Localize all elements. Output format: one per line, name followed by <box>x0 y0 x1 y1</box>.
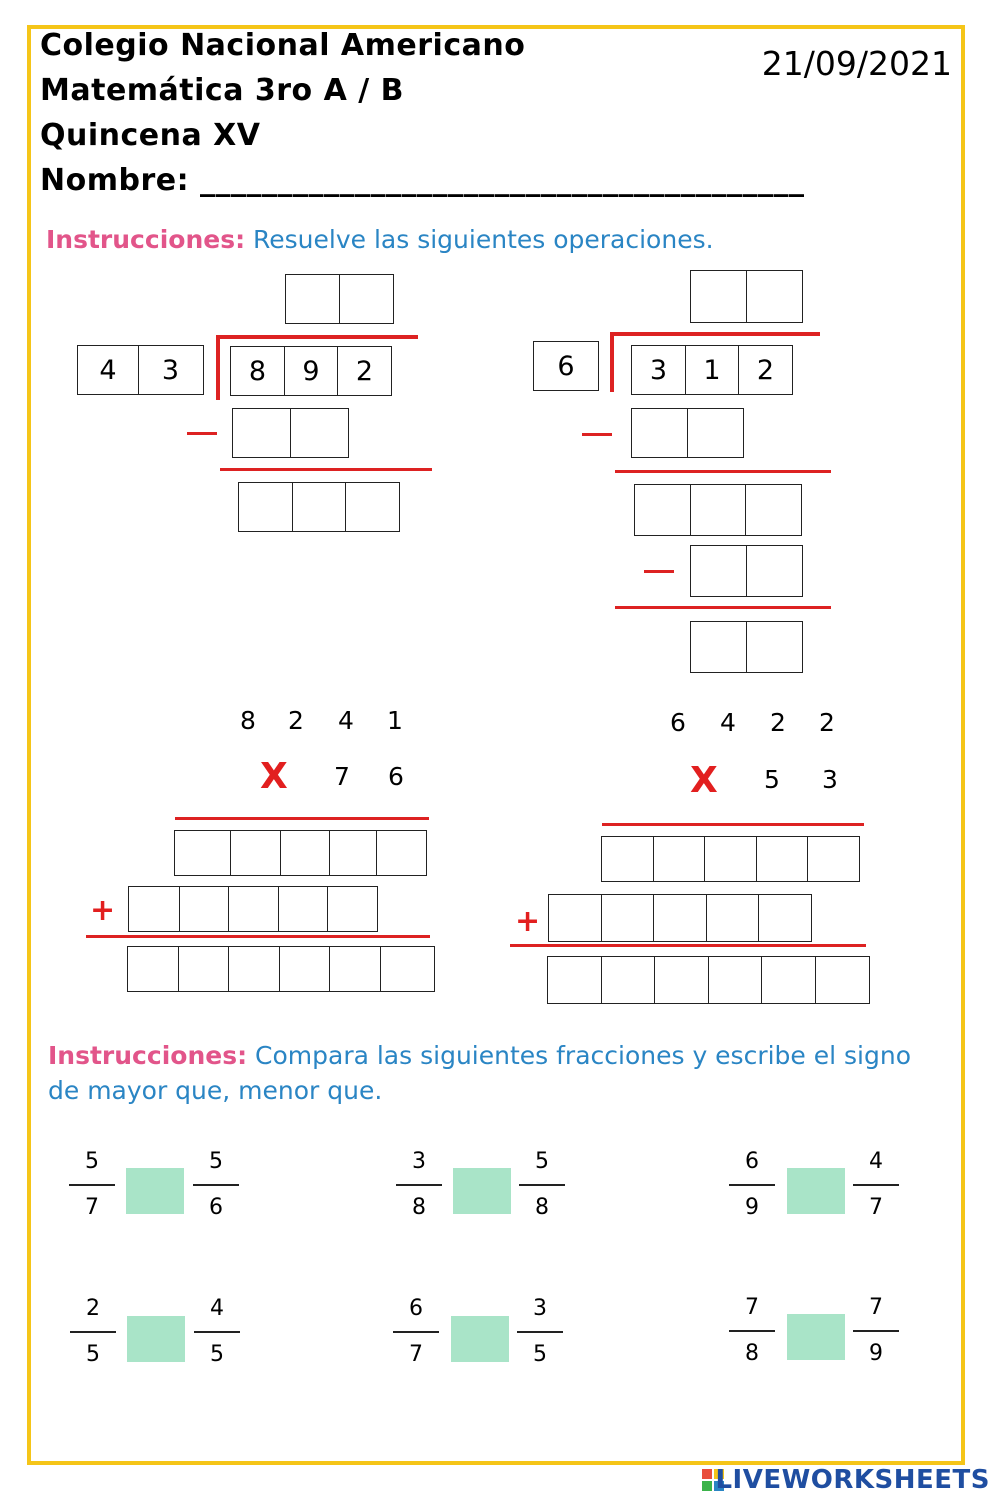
answer-cell[interactable] <box>704 836 757 882</box>
compare-input[interactable] <box>126 1168 184 1214</box>
digit-cell: 4 <box>77 345 139 395</box>
period-title: Quincena XV <box>40 118 261 153</box>
instructions-text: Resuelve las siguientes operaciones. <box>245 225 714 254</box>
denominator: 8 <box>535 1195 549 1220</box>
answer-cell[interactable] <box>815 956 870 1004</box>
mult2-partial1 <box>601 836 860 882</box>
fraction <box>194 1293 240 1371</box>
answer-cell[interactable] <box>654 956 709 1004</box>
top-digit: 2 <box>288 706 304 735</box>
numerator: 6 <box>409 1296 423 1321</box>
division-bracket-top <box>610 332 820 336</box>
numerator: 5 <box>535 1149 549 1174</box>
compare-input[interactable] <box>453 1168 511 1214</box>
fraction <box>729 1292 775 1370</box>
instructions-operations <box>46 222 714 257</box>
compare-input[interactable] <box>787 1314 845 1360</box>
compare-input[interactable] <box>127 1316 185 1362</box>
answer-cell[interactable] <box>746 621 803 673</box>
answer-cell[interactable] <box>238 482 293 532</box>
fraction <box>729 1146 775 1224</box>
answer-cell[interactable] <box>228 946 280 992</box>
bottom-digit: 7 <box>334 762 350 791</box>
div2-quotient <box>690 270 803 323</box>
fraction-bar <box>729 1330 775 1332</box>
fraction <box>519 1146 565 1224</box>
answer-cell[interactable] <box>653 836 706 882</box>
denominator: 9 <box>745 1195 759 1220</box>
div2-divisor <box>533 341 599 391</box>
denominator: 7 <box>85 1195 99 1220</box>
fraction <box>396 1146 442 1224</box>
answer-cell[interactable] <box>690 621 747 673</box>
digit-cell: 1 <box>685 345 740 395</box>
fraction-bar <box>396 1184 442 1186</box>
minus-sign <box>582 433 612 436</box>
denominator: 9 <box>869 1341 883 1366</box>
fraction-bar <box>194 1331 240 1333</box>
mult1-total <box>127 946 435 992</box>
result-line <box>615 606 831 609</box>
answer-cell[interactable] <box>634 484 691 536</box>
top-digit: 1 <box>387 706 403 735</box>
answer-cell[interactable] <box>631 408 688 458</box>
fraction-bar <box>519 1184 565 1186</box>
fraction-bar <box>393 1331 439 1333</box>
digit-cell: 2 <box>738 345 793 395</box>
fraction-bar <box>729 1184 775 1186</box>
denominator: 5 <box>533 1342 547 1367</box>
denominator: 7 <box>409 1342 423 1367</box>
instructions-label: Instrucciones: <box>48 1041 248 1070</box>
mult1-partial1 <box>174 830 427 876</box>
instructions-fractions <box>48 1038 928 1108</box>
numerator: 2 <box>86 1296 100 1321</box>
answer-cell[interactable] <box>601 956 656 1004</box>
digit-cell: 3 <box>138 345 204 395</box>
compare-input[interactable] <box>787 1168 845 1214</box>
digit-cell: 9 <box>284 346 339 396</box>
answer-cell[interactable] <box>601 894 655 942</box>
numerator: 4 <box>210 1296 224 1321</box>
answer-cell[interactable] <box>687 408 744 458</box>
div2-subtract1 <box>631 408 744 458</box>
times-icon: X <box>690 760 718 801</box>
answer-cell[interactable] <box>376 830 427 876</box>
times-icon: X <box>260 756 288 797</box>
answer-cell[interactable] <box>706 894 760 942</box>
bottom-digit: 5 <box>764 765 780 794</box>
answer-cell[interactable] <box>758 894 812 942</box>
date: 21/09/2021 <box>761 44 952 83</box>
div1-remainder <box>238 482 400 532</box>
answer-cell[interactable] <box>761 956 816 1004</box>
answer-cell[interactable] <box>292 482 347 532</box>
answer-cell[interactable] <box>345 482 400 532</box>
denominator: 5 <box>86 1342 100 1367</box>
answer-cell[interactable] <box>230 830 282 876</box>
answer-cell[interactable] <box>179 886 230 932</box>
bottom-digit: 3 <box>822 765 838 794</box>
mult2-partial2 <box>548 894 812 942</box>
answer-cell[interactable] <box>290 408 349 458</box>
top-digit: 8 <box>240 706 256 735</box>
answer-cell[interactable] <box>127 946 179 992</box>
answer-cell[interactable] <box>690 270 747 323</box>
minus-sign <box>644 570 674 573</box>
numerator: 4 <box>869 1149 883 1174</box>
answer-cell[interactable] <box>178 946 230 992</box>
denominator: 8 <box>412 1195 426 1220</box>
answer-cell[interactable] <box>280 830 330 876</box>
answer-cell[interactable] <box>746 545 803 597</box>
division-bracket <box>610 332 614 392</box>
digit-cell: 6 <box>533 341 599 391</box>
fraction-bar <box>853 1184 899 1186</box>
answer-cell[interactable] <box>690 545 747 597</box>
div2-subtract2 <box>690 545 803 597</box>
mult2-total <box>547 956 870 1004</box>
result-line <box>615 470 831 473</box>
answer-cell[interactable] <box>380 946 435 992</box>
top-digit: 6 <box>670 708 686 737</box>
result-line <box>220 468 432 471</box>
fraction <box>853 1146 899 1224</box>
answer-cell[interactable] <box>174 830 231 876</box>
answer-cell[interactable] <box>329 830 378 876</box>
answer-cell[interactable] <box>339 274 394 324</box>
answer-cell[interactable] <box>279 946 331 992</box>
fraction <box>70 1293 116 1371</box>
answer-cell[interactable] <box>548 894 602 942</box>
denominator: 8 <box>745 1341 759 1366</box>
plus-icon: + <box>515 904 541 939</box>
result-line <box>175 817 429 820</box>
div1-divisor <box>77 345 204 395</box>
fraction <box>69 1146 115 1224</box>
answer-cell[interactable] <box>327 886 378 932</box>
answer-cell[interactable] <box>745 484 802 536</box>
answer-cell[interactable] <box>128 886 180 932</box>
div2-dividend <box>631 345 793 395</box>
top-digit: 2 <box>819 708 835 737</box>
denominator: 7 <box>869 1195 883 1220</box>
digit-cell: 8 <box>230 346 285 396</box>
answer-cell[interactable] <box>232 408 291 458</box>
answer-cell[interactable] <box>690 484 747 536</box>
answer-cell[interactable] <box>547 956 602 1004</box>
numerator: 7 <box>745 1295 759 1320</box>
div2-remainder1 <box>634 484 802 536</box>
denominator: 6 <box>209 1195 223 1220</box>
denominator: 5 <box>210 1342 224 1367</box>
mult1-partial2 <box>128 886 378 932</box>
answer-cell[interactable] <box>278 886 329 932</box>
fraction <box>393 1293 439 1371</box>
answer-cell[interactable] <box>601 836 654 882</box>
div1-subtract <box>232 408 349 458</box>
instructions-text: Compara las siguientes fracciones y escribe el signo de mayor que, menor que. <box>48 1041 912 1105</box>
division-bracket-top <box>216 335 418 339</box>
fraction-bar <box>70 1331 116 1333</box>
bottom-digit: 6 <box>388 762 404 791</box>
fraction-bar <box>853 1330 899 1332</box>
fraction-bar <box>193 1184 239 1186</box>
fraction-bar <box>517 1331 563 1333</box>
digit-cell: 3 <box>631 345 686 395</box>
fraction <box>193 1146 239 1224</box>
answer-cell[interactable] <box>746 270 803 323</box>
numerator: 3 <box>412 1149 426 1174</box>
answer-cell[interactable] <box>708 956 763 1004</box>
numerator: 5 <box>85 1149 99 1174</box>
div1-dividend <box>230 346 392 396</box>
digit-cell: 2 <box>337 346 392 396</box>
numerator: 6 <box>745 1149 759 1174</box>
minus-sign <box>187 432 217 435</box>
numerator: 3 <box>533 1296 547 1321</box>
top-digit: 4 <box>720 708 736 737</box>
top-digit: 4 <box>338 706 354 735</box>
school-name: Colegio Nacional Americano <box>40 28 526 63</box>
answer-cell[interactable] <box>329 946 381 992</box>
fraction-bar <box>69 1184 115 1186</box>
answer-cell[interactable] <box>285 274 340 324</box>
fraction <box>517 1293 563 1371</box>
subject-title: Matemática 3ro A / B <box>40 73 405 108</box>
answer-cell[interactable] <box>653 894 707 942</box>
answer-cell[interactable] <box>756 836 809 882</box>
compare-input[interactable] <box>451 1316 509 1362</box>
name-label: Nombre: _______________________________________ <box>40 163 805 198</box>
div2-remainder2 <box>690 621 803 673</box>
instructions-label: Instrucciones: <box>46 225 246 254</box>
result-line <box>602 823 864 826</box>
result-line <box>510 944 866 947</box>
fraction <box>853 1292 899 1370</box>
div1-quotient <box>285 274 394 324</box>
division-bracket <box>216 336 220 400</box>
brand-name: LIVEWORKSHEETS <box>715 1465 990 1495</box>
answer-cell[interactable] <box>228 886 279 932</box>
plus-icon: + <box>90 893 116 928</box>
result-line <box>86 935 430 938</box>
top-digit: 2 <box>770 708 786 737</box>
answer-cell[interactable] <box>807 836 860 882</box>
numerator: 5 <box>209 1149 223 1174</box>
numerator: 7 <box>869 1295 883 1320</box>
